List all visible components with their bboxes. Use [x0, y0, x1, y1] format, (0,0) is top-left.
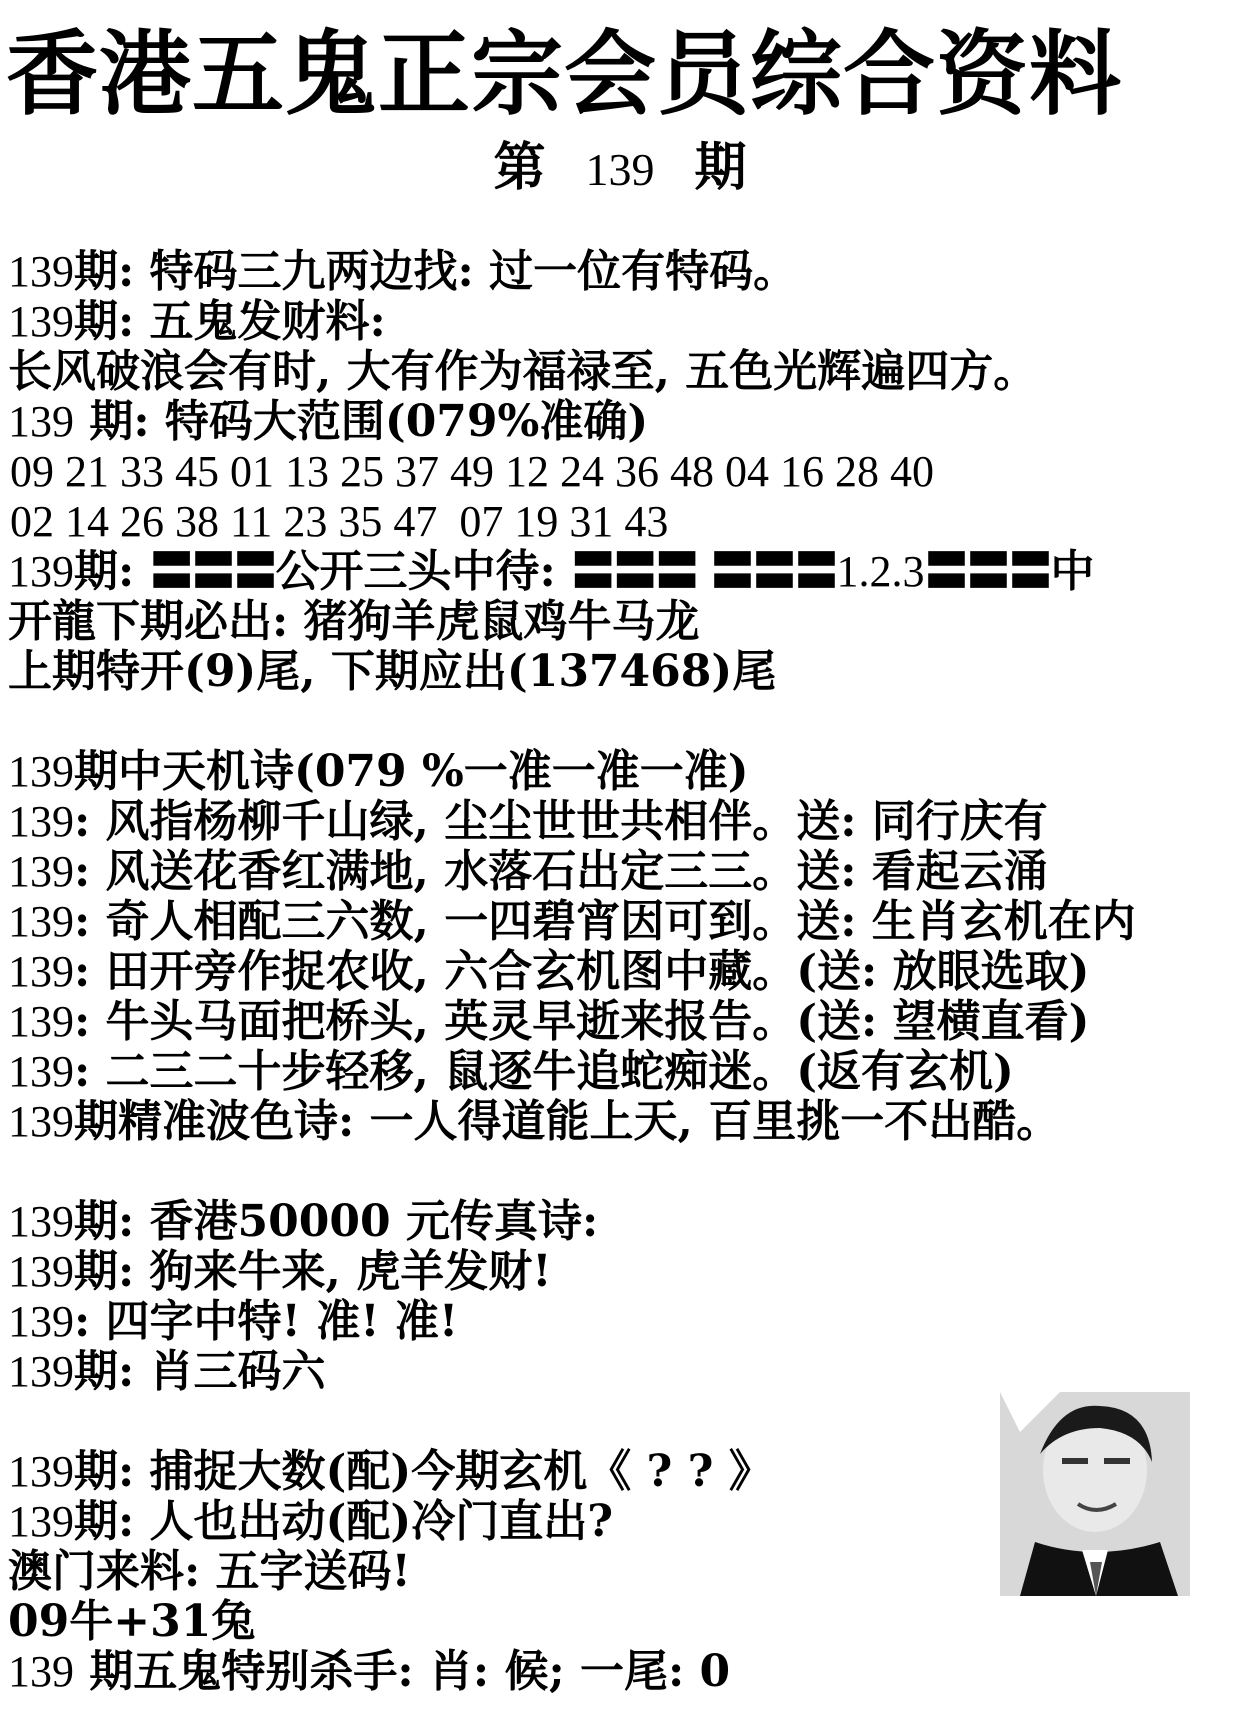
- line-text: 公开三头中待:: [275, 546, 572, 597]
- line-text: 09牛+31兔: [8, 1596, 256, 1647]
- line-5: [8, 546, 1095, 597]
- line-text: 期中天机诗(079 %一准一准一准): [74, 746, 749, 797]
- line-text: : 四字中特! 准! 准!: [74, 1296, 459, 1347]
- line-text: : 二三二十步轻移, 鼠逐牛追蛇痴迷。(返有玄机): [74, 1046, 1014, 1097]
- issue-heading: [0, 137, 1240, 198]
- line-20: [8, 1446, 773, 1497]
- line-1: [8, 246, 798, 297]
- issue-num: 139: [8, 1347, 74, 1396]
- line-text: 期: 特码三九两边找: 过一位有特码。: [74, 246, 798, 297]
- line-14: [8, 1046, 1014, 1097]
- line-text: : 风送花香红满地, 水落石出定三三。送: 看起云涌: [74, 846, 1048, 897]
- issue-num: 139: [8, 1097, 74, 1146]
- issue-num: 139: [8, 1047, 74, 1096]
- line-19: [8, 1346, 326, 1397]
- line-3: [8, 346, 1038, 397]
- line-text: 期精准波色诗: 一人得道能上天, 百里挑一不出酷。: [74, 1096, 1061, 1147]
- line-22: [8, 1546, 411, 1597]
- line-17: [8, 1246, 552, 1297]
- line-10: [8, 846, 1048, 897]
- line-18: [8, 1296, 459, 1347]
- issue-num: 139: [8, 397, 74, 446]
- line-11: [8, 896, 1136, 947]
- issue-number: 139: [585, 144, 655, 195]
- line-text: 期: 捕捉大数(配)今期玄机《 ? ? 》: [74, 1446, 773, 1497]
- issue-num: 139: [8, 947, 74, 996]
- line-text: 上期特开(9)尾, 下期应出(137468)尾: [8, 646, 777, 697]
- issue-num: 139: [8, 1647, 74, 1696]
- issue-num: 139: [8, 997, 74, 1046]
- issue-num: 139: [8, 1247, 74, 1296]
- line-12: [8, 946, 1090, 997]
- line-text: 期: 肖三码六: [74, 1346, 326, 1397]
- line-6: [8, 596, 700, 647]
- line-24: [8, 1646, 731, 1697]
- bar-glyphs: 〓〓〓 〓〓〓: [571, 546, 837, 597]
- issue-suffix: 期: [694, 137, 747, 198]
- bar-glyphs: 〓〓〓: [149, 546, 276, 597]
- line-text: 期:: [74, 546, 150, 597]
- issue-num: 139: [8, 897, 74, 946]
- line-23: [8, 1596, 256, 1647]
- page-title: 香港五鬼正宗会员综合资料: [6, 20, 1123, 128]
- line-text: : 田开旁作捉农收, 六合玄机图中藏。(送: 放眼选取): [74, 946, 1090, 997]
- line-15: [8, 1096, 1061, 1147]
- line-text: : 风指杨柳千山绿, 尘尘世世共相伴。送: 同行庆有: [74, 796, 1048, 847]
- line-text: 长风破浪会有时, 大有作为福禄至, 五色光辉遍四方。: [8, 346, 1038, 397]
- issue-num: 139: [8, 747, 74, 796]
- line-text: 中: [1050, 546, 1095, 597]
- number-row-1: 09 21 33 45 01 13 25 37 49 12 24 36 48 04 16 28 40: [10, 447, 934, 496]
- number-row-2: 02 14 26 38 11 23 35 47 07 19 31 43: [10, 497, 669, 546]
- issue-prefix: 第: [493, 137, 546, 198]
- line-2: [8, 296, 386, 347]
- line-9: [8, 796, 1048, 847]
- issue-num: 139: [8, 1497, 74, 1546]
- issue-num: 139: [8, 1197, 74, 1246]
- line-text: 期五鬼特别杀手: 肖: 候; 一尾: 0: [74, 1646, 731, 1697]
- line-13: [8, 996, 1090, 1047]
- line-7: [8, 646, 777, 697]
- issue-num: 139: [8, 1447, 74, 1496]
- issue-num: 139: [8, 297, 74, 346]
- bar-glyphs: 〓〓〓: [924, 546, 1051, 597]
- line-text: 期: 香港50000 元传真诗:: [74, 1196, 599, 1247]
- line-16: [8, 1196, 599, 1247]
- issue-num: 139: [8, 547, 74, 596]
- issue-num: 139: [8, 797, 74, 846]
- line-21: [8, 1496, 613, 1547]
- line-4: [8, 396, 649, 447]
- portrait-photo: [1000, 1392, 1190, 1596]
- portrait-icon: [1000, 1392, 1190, 1596]
- line-text: 期: 人也出动(配)冷门直出?: [74, 1496, 613, 1547]
- line-text: : 牛头马面把桥头, 英灵早逝来报告。(送: 望横直看): [74, 996, 1090, 1047]
- line-text: 开龍下期必出: 猪狗羊虎鼠鸡牛马龙: [8, 596, 700, 647]
- line-text: 澳门来料: 五字送码!: [8, 1546, 411, 1597]
- line-8: [8, 746, 749, 797]
- line-text: : 奇人相配三六数, 一四碧宵因可到。送: 生肖玄机在内: [74, 896, 1136, 947]
- line-text: 期: 五鬼发财料:: [74, 296, 386, 347]
- line-text: 1.2.3: [836, 547, 925, 596]
- issue-num: 139: [8, 247, 74, 296]
- line-text: 期: 狗来牛来, 虎羊发财!: [74, 1246, 552, 1297]
- issue-num: 139: [8, 847, 74, 896]
- issue-num: 139: [8, 1297, 74, 1346]
- line-text: 期: 特码大范围(079%准确): [74, 396, 649, 447]
